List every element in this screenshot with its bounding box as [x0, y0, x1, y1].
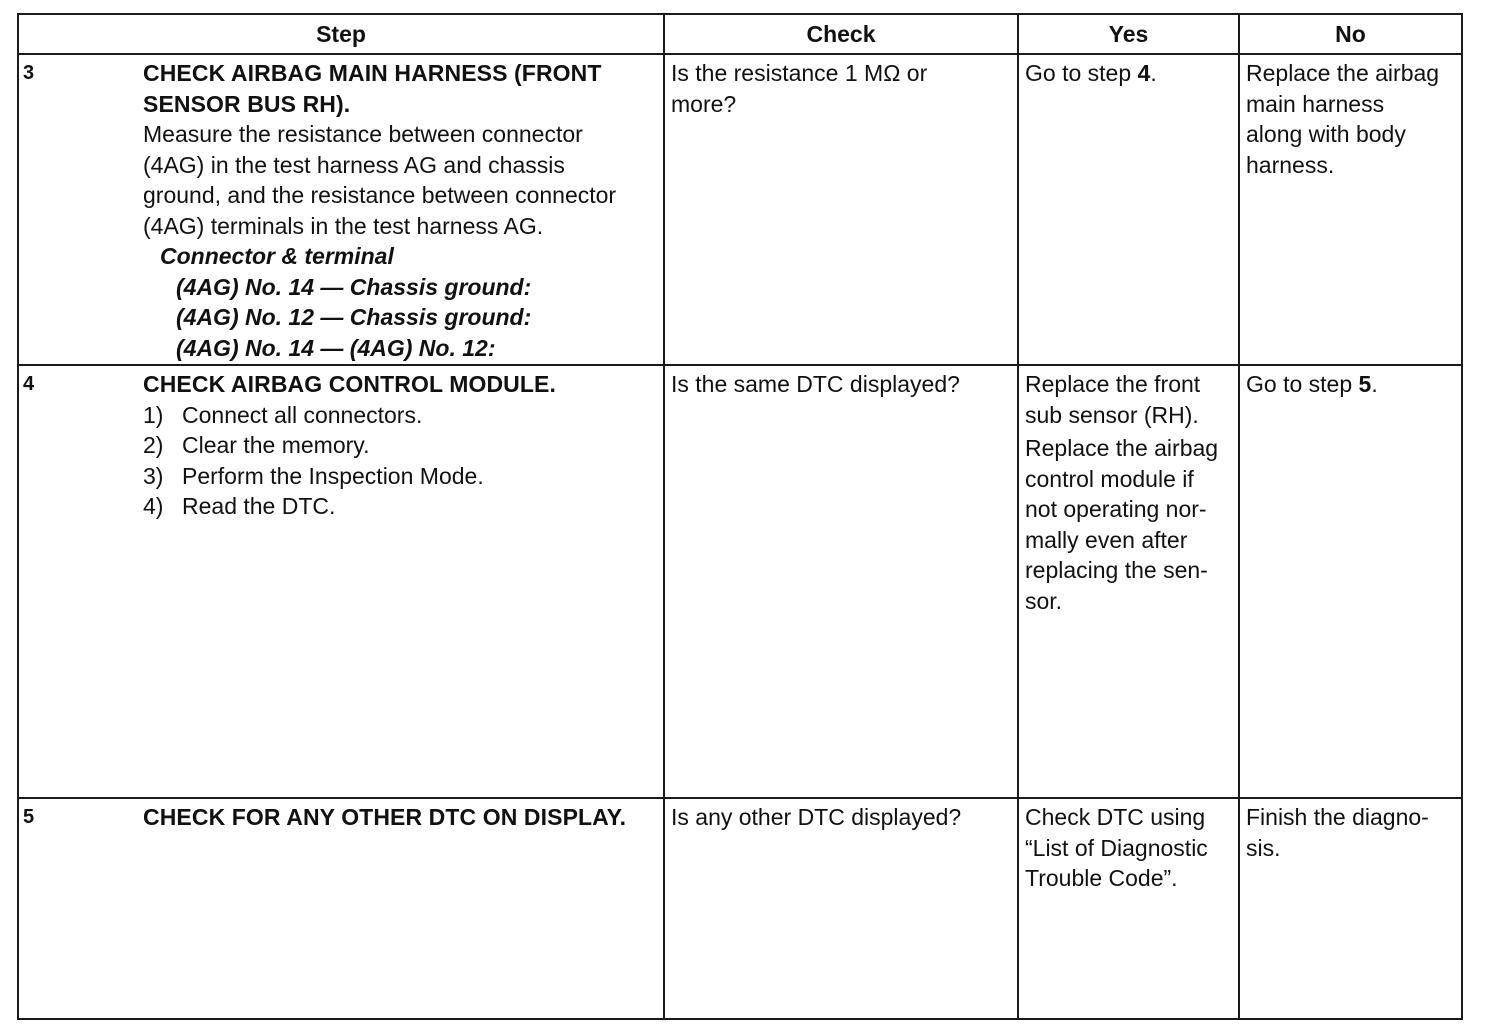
no-cell: [1239, 798, 1462, 1019]
yes-text: Trouble Code”.: [1025, 865, 1178, 891]
header-no: No: [1239, 14, 1462, 54]
spec-label: Connector & terminal: [160, 243, 394, 269]
step-description: (4AG) in the test harness AG and chassis: [143, 151, 565, 178]
list-item: [143, 400, 657, 431]
list-item-number: 4): [143, 493, 164, 519]
header-step: Step: [18, 14, 664, 54]
yes-text: Check DTC using: [1025, 804, 1206, 830]
no-text-suffix: .: [1371, 371, 1378, 397]
spec-line: (4AG) No. 12 — Chassis ground:: [176, 304, 532, 330]
spec-line: (4AG) No. 14 — Chassis ground:: [176, 273, 532, 300]
step-title: CHECK AIRBAG CONTROL MODULE.: [143, 371, 556, 397]
no-cell: [1239, 365, 1462, 798]
yes-text: mally even after: [1025, 526, 1188, 553]
list-item-text: Read the DTC.: [182, 493, 336, 519]
step-number: 4: [23, 373, 35, 395]
step-description: ground, and the resistance between connector: [143, 182, 617, 208]
list-item-text: Perform the Inspection Mode.: [182, 462, 484, 489]
step-title: CHECK AIRBAG MAIN HARNESS (FRONT: [143, 60, 602, 86]
no-text: harness.: [1246, 151, 1335, 178]
spec-line: (4AG) No. 14 — (4AG) No. 12:: [176, 334, 496, 361]
check-text: Is the same DTC displayed?: [671, 371, 960, 397]
table-row-step-4: [18, 365, 1462, 798]
table-row-step-3: [18, 54, 1462, 365]
check-cell: [664, 798, 1018, 1019]
check-text: Is any other DTC displayed?: [671, 804, 962, 830]
list-item-text: Clear the memory.: [182, 432, 370, 458]
yes-step-ref: 4: [1137, 60, 1151, 86]
no-text: Replace the airbag: [1246, 60, 1440, 86]
no-text: sis.: [1246, 834, 1281, 861]
yes-text-prefix: Go to step: [1025, 60, 1138, 86]
table-row-step-5: [18, 798, 1462, 1019]
check-cell: [664, 365, 1018, 798]
no-text: main harness: [1246, 90, 1385, 117]
list-item-number: 2): [143, 432, 164, 458]
no-text: Finish the diagno-: [1246, 804, 1429, 830]
header-yes: Yes: [1018, 14, 1239, 54]
yes-text: Replace the front: [1025, 371, 1201, 397]
no-step-ref: 5: [1358, 371, 1372, 397]
yes-cell: [1018, 365, 1239, 798]
step-cell: [18, 365, 664, 798]
step-cell: [18, 798, 664, 1019]
step-description: Measure the resistance between connector: [143, 121, 583, 147]
list-item-number: 3): [143, 462, 164, 489]
no-text-prefix: Go to step: [1246, 371, 1359, 397]
yes-text: control module if: [1025, 465, 1194, 492]
list-item-number: 1): [143, 401, 164, 428]
check-cell: [664, 54, 1018, 365]
list-item: [143, 461, 657, 492]
yes-text: Replace the airbag: [1025, 435, 1219, 461]
list-item: [143, 491, 657, 522]
yes-cell: [1018, 54, 1239, 365]
step-cell: [18, 54, 664, 365]
yes-text: not operating nor-: [1025, 496, 1207, 522]
yes-text: “List of Diagnostic: [1025, 834, 1208, 861]
step-number: 3: [23, 62, 35, 84]
check-text: Is the resistance 1 MΩ or: [671, 60, 928, 86]
list-item: [143, 430, 657, 461]
no-cell: [1239, 54, 1462, 365]
header-check: Check: [664, 14, 1018, 54]
step-title: CHECK FOR ANY OTHER DTC ON DISPLAY.: [143, 804, 627, 830]
diagnostic-table: [17, 13, 1461, 1020]
yes-text: sor.: [1025, 587, 1063, 614]
step-description: (4AG) terminals in the test harness AG.: [143, 212, 544, 239]
no-text: [1240, 366, 1461, 400]
yes-text: replacing the sen-: [1025, 557, 1208, 583]
yes-text: sub sensor (RH).: [1025, 401, 1199, 428]
step-number: 5: [23, 806, 35, 828]
header-row: [18, 14, 1462, 54]
check-text: more?: [671, 90, 737, 117]
yes-cell: [1018, 798, 1239, 1019]
step-title: SENSOR BUS RH).: [143, 90, 351, 117]
yes-text: [1019, 55, 1238, 89]
yes-text-suffix: .: [1150, 60, 1157, 86]
no-text: along with body: [1246, 121, 1406, 147]
list-item-text: Connect all connectors.: [182, 401, 423, 428]
